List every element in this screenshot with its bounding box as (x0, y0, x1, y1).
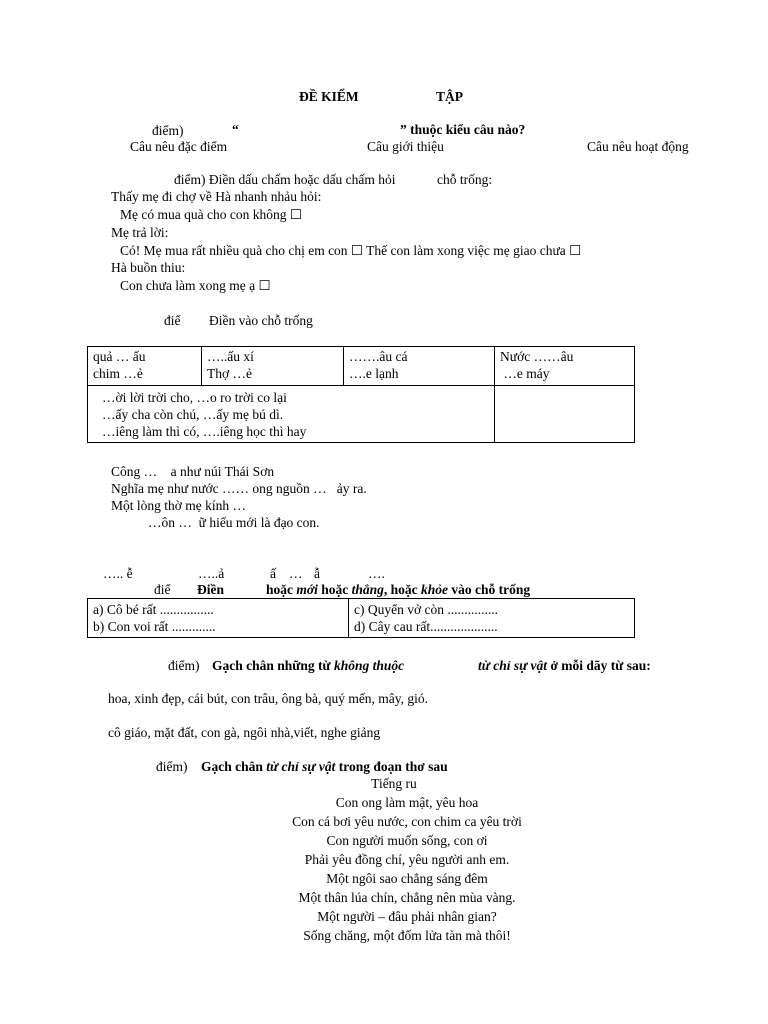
q6-poem-line-2: Con cá bơi yêu nước, con chim ca yêu trời (292, 814, 522, 829)
q1-option-3: Câu nêu hoạt động (587, 139, 689, 154)
q4-header-score: điể (154, 582, 171, 597)
q5-tail-text: ở mỗi dãy từ sau: (550, 658, 651, 673)
q3-cell-1 (88, 347, 202, 386)
q6-header (201, 758, 448, 775)
q4-or-3: , hoặc (383, 582, 418, 597)
q2-line-4: Có! Mẹ mua rất nhiều quà cho chị em con ☐ Thế con làm xong việc mẹ giao chưa ☐ (120, 243, 582, 258)
q2-line-3: Mẹ trả lời: (111, 225, 169, 240)
q2-line-6: Con chưa làm xong mẹ ạ ☐ (120, 278, 271, 293)
q4-word-3: khỏe (421, 582, 449, 597)
cell-text: ….e lạnh (349, 366, 399, 381)
q3-header: Điền vào chỗ trống (209, 313, 313, 328)
q6-poem-title: Tiếng ru (371, 776, 417, 791)
proverb-line: …ời lời trời cho, …o ro trời co lại (102, 390, 287, 405)
q6-poem-line-1: Con ong làm mật, yêu hoa (335, 795, 479, 810)
cell-text: b) Con voi rất ............. (93, 619, 216, 634)
q4-header-main (266, 581, 530, 598)
q4-cell-right (349, 599, 635, 638)
q3-poem-line-2: Nghĩa mẹ như nước …… ong nguồn … ảy ra. (111, 481, 367, 496)
q5-lead (212, 657, 404, 674)
q4-word-2: thẳng (351, 582, 384, 597)
q5-tail (478, 657, 651, 674)
cell-text: chim …ẻ (93, 366, 143, 381)
q6-poem-line-3: Con người muốn sống, con ơi (326, 833, 488, 848)
cell-text: …e máy (500, 366, 550, 381)
q5-emphasis-1: không thuộc (333, 658, 405, 673)
q2-line-5: Hà buồn thiu: (111, 260, 186, 275)
cell-text: d) Cây cau rất.................... (354, 619, 498, 634)
q6-tail: trong đoạn thơ sau (338, 759, 448, 774)
cell-text: Nước ……âu (500, 349, 574, 364)
q3-cell-2 (202, 347, 344, 386)
q4-fragment-3: ấ (270, 566, 276, 581)
table-row (88, 599, 635, 638)
q3-poem-line-4: …ôn … ữ hiếu mới là đạo con. (148, 515, 320, 530)
q2-line-2: Mẹ có mua quà cho con không ☐ (120, 207, 302, 222)
q2-header-tail: chỗ trống: (437, 172, 493, 187)
q1-open-quote: “ (232, 122, 239, 137)
proverb-line: …iêng làm thì có, ….iêng học thì hay (102, 424, 307, 439)
q6-poem-line-4: Phải yêu đồng chí, yêu người anh em. (304, 852, 510, 867)
table-row (88, 347, 635, 386)
q5-score: điểm) (168, 658, 200, 673)
q4-header-tail: vào chỗ trống (451, 582, 531, 597)
q4-fragment-6: …. (368, 566, 385, 581)
q4-or-1: hoặc (266, 582, 293, 597)
cell-text: Thợ …ẻ (207, 366, 253, 381)
q5-line-2: cô giáo, mặt đất, con gà, ngôi nhà,viết, nghe giảng (108, 725, 381, 740)
q2-line-1: Thấy mẹ đi chợ về Hà nhanh nhảu hỏi: (111, 189, 322, 204)
q6-emphasis: từ chỉ sự vật (266, 759, 336, 774)
q3-cell-4 (495, 347, 635, 386)
q4-table (87, 598, 635, 638)
title-part-1: ĐỀ KIỂM (299, 89, 359, 104)
q6-poem-line-5: Một ngôi sao chẳng sáng đêm (326, 871, 488, 886)
q5-lead-text: Gạch chân những từ (212, 658, 331, 673)
q4-word-1: mới (296, 582, 318, 597)
title-part-2: TẬP (436, 89, 463, 104)
q4-or-2: hoặc (321, 582, 349, 597)
q6-poem-line-7: Một người – đâu phải nhân gian? (317, 909, 497, 924)
q4-fragment-1: ….. ễ (103, 566, 133, 581)
q3-cell-3 (344, 347, 495, 386)
q1-option-1: Câu nêu đặc điểm (130, 139, 228, 154)
q5-emphasis-2: từ chỉ sự vật (478, 658, 548, 673)
cell-text: c) Quyển vở còn ............... (354, 602, 498, 617)
q3-header-score: điể (164, 313, 181, 328)
q3-empty-cell (495, 386, 635, 443)
q1-prompt: ” thuộc kiểu câu nào? (400, 122, 526, 137)
q4-cell-left (88, 599, 349, 638)
q3-proverbs-cell (88, 386, 495, 443)
q6-poem-line-8: Sống chăng, một đốm lửa tàn mà thôi! (303, 928, 511, 943)
q1-option-2: Câu giới thiệu (367, 139, 444, 154)
q6-score: điểm) (156, 759, 188, 774)
q3-table (87, 346, 635, 443)
cell-text: …….âu cá (349, 349, 408, 364)
proverb-line: …ấy cha còn chú, …ấy mẹ bú dì. (102, 407, 284, 422)
q6-poem-line-6: Một thân lúa chín, chẳng nên mùa vàng. (298, 890, 516, 905)
q1-score: điểm) (152, 123, 184, 138)
cell-text: …..ấu xí (207, 349, 254, 364)
q6-lead: Gạch chân (201, 759, 263, 774)
q4-header-fill: Điền (197, 582, 224, 597)
q4-fragment-2: …..ả (198, 566, 225, 581)
cell-text: quả … ấu (93, 349, 146, 364)
table-row (88, 386, 635, 443)
q3-poem-line-3: Một lòng thờ mẹ kính … (111, 498, 247, 513)
q3-poem-line-1: Công … a như núi Thái Sơn (111, 464, 275, 479)
q2-header: điểm) Điền dấu chấm hoặc dấu chấm hỏi (174, 172, 396, 187)
q5-line-1: hoa, xinh đẹp, cái bút, con trâu, ông bà, quý mến, mây, gió. (108, 691, 429, 706)
q4-fragment-5: ẫ (314, 566, 320, 581)
q4-fragment-4: … (289, 566, 303, 581)
cell-text: a) Cô bé rất ................ (93, 602, 214, 617)
